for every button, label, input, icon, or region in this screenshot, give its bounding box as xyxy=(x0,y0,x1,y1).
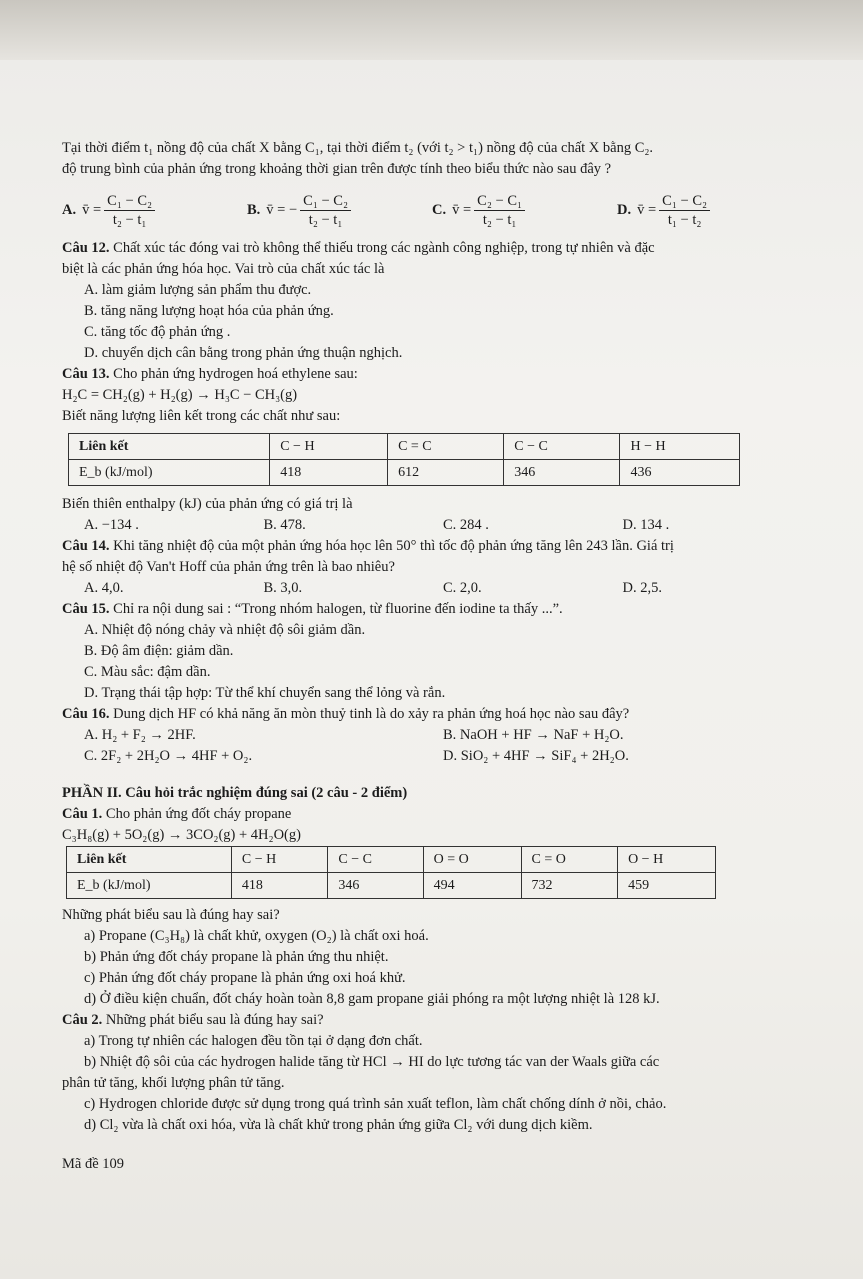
q12-option-c[interactable]: C. tăng tốc độ phản ứng . xyxy=(84,324,231,340)
q13-equation: H₂C = CH₂(g) + H₂(g) → H₃C − CH₃(g) xyxy=(62,387,298,403)
exam-code-footer: Mã đề 109 xyxy=(62,1156,125,1172)
q16-options-row1 xyxy=(62,725,802,746)
q11-option-b[interactable]: B. v̄ = − $\frac{\text{C₁ − C₂}}{\text{t₂ − t₁}}$ xyxy=(247,192,432,229)
q11-stem-line1: Tại thời điểm t₁ nồng độ của chất X bằng C₁, tại thời điểm t₂ (với t₂ > t₁) nồng độ của chất X bằng C₂. xyxy=(62,140,654,156)
q14-option-c[interactable]: C. 2,0. xyxy=(443,580,482,596)
part2-c1-bond-energy-table xyxy=(66,846,716,899)
q16-options-row2 xyxy=(62,746,802,767)
q14-option-d[interactable]: D. 2,5. xyxy=(622,580,662,596)
part2-c2-statement-a[interactable]: a) Trong tự nhiên các halogen đều tồn tại ở dạng đơn chất. xyxy=(84,1033,423,1049)
part2-c1-equation: C₃H₈(g) + 5O₂(g) → 3CO₂(g) + 4H₂O(g) xyxy=(62,827,301,843)
fraction: $\frac{\text{C₁ − C₂}}{\text{t₂ − t₁}}$ xyxy=(300,192,351,229)
part2-c2-statement-b-cont: phân tử tăng, khối lượng phân tử tăng. xyxy=(62,1075,285,1091)
fraction: $\frac{\text{C₂ − C₁}}{\text{t₂ − t₁}}$ xyxy=(474,192,525,229)
q15-option-d[interactable]: D. Trạng thái tập hợp: Từ thể khí chuyển sang thể lỏng và rắn. xyxy=(84,685,446,701)
q13-option-d[interactable]: D. 134 . xyxy=(622,517,670,533)
q11-option-d[interactable]: D. v̄ = $\frac{\text{C₁ − C₂}}{\text{t₁ − t₂}}$ xyxy=(617,192,802,229)
q15-option-c[interactable]: C. Màu sắc: đậm dần. xyxy=(84,664,211,680)
q13-option-b[interactable]: B. 478. xyxy=(263,517,306,533)
table-row: E_b (kJ/mol) 418 612 346 436 xyxy=(69,460,740,486)
q11-option-a[interactable]: A. v̄ = $\frac{\text{C₁ − C₂}}{\text{t₂ − t₁}}$ xyxy=(62,192,247,229)
part2-c1-stem: Câu 1. Cho phản ứng đốt cháy propane xyxy=(62,806,292,822)
fraction: $\frac{\text{C₁ − C₂}}{\text{t₁ − t₂}}$ xyxy=(659,192,710,229)
part2-c1-statement-c[interactable]: c) Phản ứng đốt cháy propane là phản ứng oxi hoá khử. xyxy=(84,970,406,986)
q12-option-b[interactable]: B. tăng năng lượng hoạt hóa của phản ứng. xyxy=(84,303,334,319)
q14-option-b[interactable]: B. 3,0. xyxy=(263,580,303,596)
part2-c1-intro: Những phát biểu sau là đúng hay sai? xyxy=(62,907,280,923)
q14-options xyxy=(62,578,802,599)
q13-question: Biến thiên enthalpy (kJ) của phản ứng có giá trị là xyxy=(62,496,353,512)
part2-c2-statement-d[interactable]: d) Cl₂ vừa là chất oxi hóa, vừa là chất khử trong phản ứng giữa Cl₂ với dung dịch kiềm. xyxy=(84,1117,593,1133)
q14-option-a[interactable]: A. 4,0. xyxy=(84,580,124,596)
part2-c1-statement-d[interactable]: d) Ở điều kiện chuẩn, đốt cháy hoàn toàn 8,8 gam propane giải phóng ra một lượng nhiệt là 128 kJ. xyxy=(84,991,660,1007)
q13-option-a[interactable]: A. −134 . xyxy=(84,517,139,533)
table-row: E_b (kJ/mol) 418 346 494 732 459 xyxy=(67,873,716,899)
part2-c1-statement-a[interactable]: a) Propane (C₃H₈) là chất khử, oxygen (O₂) là chất oxi hoá. xyxy=(84,928,429,944)
q13-bond-energy-table xyxy=(68,433,740,486)
q15-stem: Câu 15. Chỉ ra nội dung sai : “Trong nhóm halogen, từ fluorine đến iodine ta thấy ...”. xyxy=(62,601,563,617)
q13-option-c[interactable]: C. 284 . xyxy=(443,517,489,533)
q16-option-a[interactable]: A. H₂ + F₂ → 2HF. xyxy=(84,727,196,743)
q16-option-c[interactable]: C. 2F₂ + 2H₂O → 4HF + O₂. xyxy=(84,748,253,764)
q12-stem: Câu 12. Chất xúc tác đóng vai trò không thể thiếu trong các ngành công nghiệp, trong tự nhiên và đặc xyxy=(62,240,655,256)
q14-stem: Câu 14. Khi tăng nhiệt độ của một phản ứng hóa học lên 50° thì tốc độ phản ứng tăng lên 243 lần. Giá trị xyxy=(62,538,674,554)
q14-stem-line2: hệ số nhiệt độ Van't Hoff của phản ứng trên là bao nhiêu? xyxy=(62,559,395,575)
q13-intro: Biết năng lượng liên kết trong các chất như sau: xyxy=(62,408,341,424)
q12-option-a[interactable]: A. làm giảm lượng sản phẩm thu được. xyxy=(84,282,312,298)
q11-options xyxy=(62,184,802,236)
q15-option-b[interactable]: B. Độ âm điện: giảm dần. xyxy=(84,643,234,659)
fraction: $\frac{\text{C₁ − C₂}}{\text{t₂ − t₁}}$ xyxy=(104,192,155,229)
q13-options xyxy=(62,515,802,536)
part2-c1-statement-b[interactable]: b) Phản ứng đốt cháy propane là phản ứng thu nhiệt. xyxy=(84,949,389,965)
exam-content xyxy=(62,138,802,1175)
table-header-row: Liên kết C − H C − C O = O C = O O − H xyxy=(67,847,716,873)
paper-fold-shadow xyxy=(0,0,863,60)
q11-option-c[interactable]: C. v̄ = $\frac{\text{C₂ − C₁}}{\text{t₂ − t₁}}$ xyxy=(432,192,617,229)
q16-option-b[interactable]: B. NaOH + HF → NaF + H₂O. xyxy=(443,727,624,743)
q16-option-d[interactable]: D. SiO₂ + 4HF → SiF₄ + 2H₂O. xyxy=(443,748,629,764)
part2-c2-statement-c[interactable]: c) Hydrogen chloride được sử dụng trong quá trình sản xuất teflon, làm chất chống dính ở nồi, chảo. xyxy=(84,1096,667,1112)
q15-option-a[interactable]: A. Nhiệt độ nóng chảy và nhiệt độ sôi giảm dần. xyxy=(84,622,366,638)
part2-c2-statement-b[interactable]: b) Nhiệt độ sôi của các hydrogen halide tăng từ HCl → HI do lực tương tác van der Waals giữa các xyxy=(84,1054,660,1070)
q16-stem: Câu 16. Dung dịch HF có khả năng ăn mòn thuỷ tinh là do xảy ra phản ứng hoá học nào sau đây? xyxy=(62,706,630,722)
q11-stem-line2: độ trung bình của phản ứng trong khoảng thời gian trên được tính theo biểu thức nào sau đây ? xyxy=(62,161,612,177)
q12-stem-line2: biệt là các phản ứng hóa học. Vai trò của chất xúc tác là xyxy=(62,261,385,277)
q13-stem: Câu 13. Cho phản ứng hydrogen hoá ethylene sau: xyxy=(62,366,358,382)
q12-option-d[interactable]: D. chuyển dịch cân bằng trong phản ứng thuận nghịch. xyxy=(84,345,403,361)
part2-heading: PHẦN II. Câu hỏi trắc nghiệm đúng sai (2 câu - 2 điểm) xyxy=(62,785,408,801)
part2-c2-stem: Câu 2. Những phát biểu sau là đúng hay sai? xyxy=(62,1012,324,1028)
table-header-row: Liên kết C − H C = C C − C H − H xyxy=(69,434,740,460)
